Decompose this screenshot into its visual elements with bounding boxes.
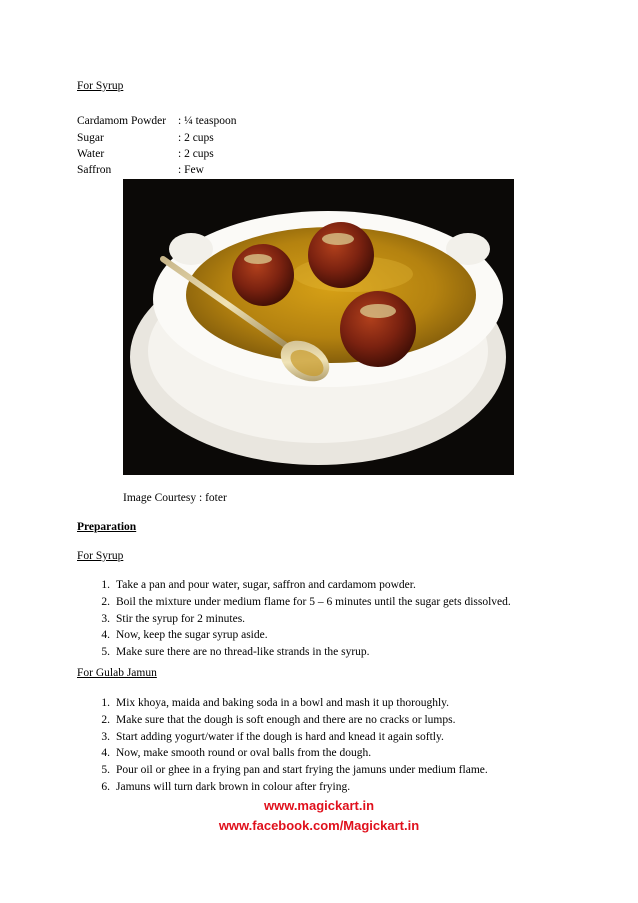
step-number: 2. (101, 595, 110, 608)
step-text: Start adding yogurt/water if the dough is hard and knead it again softly. (116, 730, 444, 743)
step-number: 4. (101, 629, 110, 642)
ingredient-name: Sugar (77, 132, 104, 144)
ingredient-name: Saffron (77, 164, 112, 176)
step-text: Pour oil or ghee in a frying pan and start frying the jamuns under medium flame. (116, 764, 488, 777)
syrup-steps-heading: For Syrup (77, 550, 124, 562)
step-number: 2. (101, 713, 110, 726)
preparation-heading: Preparation (77, 521, 137, 533)
step-number: 3. (101, 730, 110, 743)
step-number: 5. (101, 646, 110, 659)
ingredient-amount: : Few (178, 164, 204, 176)
step-number: 5. (101, 764, 110, 777)
step-text: Now, make smooth round or oval balls from the dough. (116, 747, 372, 760)
ingredient-name: Cardamom Powder (77, 115, 167, 127)
step-number: 1. (101, 579, 110, 591)
step-text: Mix khoya, maida and baking soda in a bowl and mash it up thoroughly. (116, 697, 450, 709)
ingredient-amount: : 2 cups (178, 148, 214, 160)
step-number: 3. (101, 612, 110, 625)
step-number: 4. (101, 747, 110, 760)
jamun (232, 244, 294, 306)
step-text: Boil the mixture under medium flame for 5 – 6 minutes until the sugar gets dissolved. (116, 595, 511, 608)
syrup-heading: For Syrup (77, 80, 124, 92)
ingredient-amount: : 2 cups (178, 132, 214, 144)
step-text: Take a pan and pour water, sugar, saffron and cardamom powder. (116, 579, 416, 591)
ingredient-row (77, 148, 377, 163)
jamun-steps-heading: For Gulab Jamun (77, 667, 157, 679)
step-number: 1. (101, 697, 110, 709)
step-text: Now, keep the sugar syrup aside. (116, 629, 268, 642)
step-text: Make sure there are no thread-like strands in the syrup. (116, 646, 370, 659)
ingredient-name: Water (77, 148, 105, 160)
step-text: Jamuns will turn dark brown in colour after frying. (116, 780, 351, 793)
ingredient-row (77, 132, 377, 147)
step-text: Stir the syrup for 2 minutes. (116, 612, 246, 625)
jamun (308, 222, 374, 288)
ingredient-amount: : ¼ teaspoon (178, 115, 237, 127)
gulab-jamun-illustration (123, 179, 514, 475)
step-text: Make sure that the dough is soft enough and there are no cracks or lumps. (116, 713, 456, 726)
image-caption: Image Courtesy : foter (123, 492, 227, 504)
jamun (340, 291, 416, 367)
ingredient-row (77, 115, 377, 130)
facebook-link[interactable]: www.facebook.com/Magickart.in (218, 818, 420, 833)
website-link[interactable]: www.magickart.in (263, 798, 375, 813)
gulab-jamun-photo (123, 179, 514, 475)
step-number: 6. (101, 780, 110, 793)
ingredient-row (77, 164, 377, 179)
